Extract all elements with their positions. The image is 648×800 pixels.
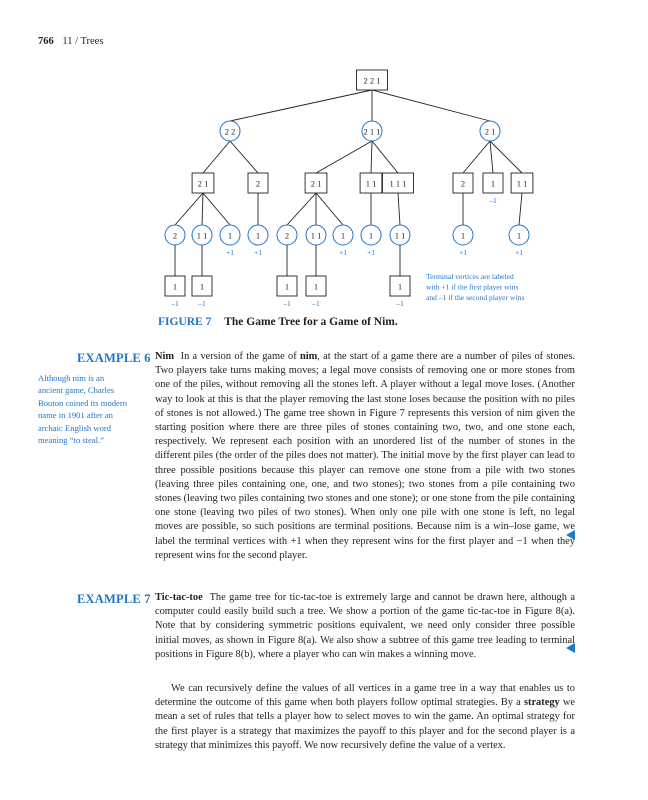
nim-game-tree	[0, 0, 648, 312]
page-number: 766	[38, 36, 54, 47]
vertex-value: +1	[339, 248, 347, 257]
vertex-label: 2 2	[224, 126, 236, 137]
tree-edge	[372, 141, 398, 173]
circle-vertex	[509, 225, 529, 245]
square-vertex	[383, 173, 414, 193]
square-vertex	[192, 276, 212, 296]
vertex-value: +1	[515, 248, 523, 257]
square-vertex	[277, 276, 297, 296]
vertex-label: 2 1	[310, 178, 322, 189]
vertex-value: –1	[489, 196, 497, 205]
square-vertex	[248, 173, 268, 193]
closing-text-a: We can recursively define the values of all vertices in a game tree in a way that enables us to determine the outcome of this game when both players follow optimal strategies. By a	[155, 683, 575, 709]
circle-vertex	[220, 121, 240, 141]
tree-edge	[463, 141, 490, 173]
vertex-label: 1	[490, 178, 496, 189]
vertex-label: 1	[397, 281, 403, 292]
tree-edge	[372, 90, 490, 121]
tree-edge	[203, 193, 230, 225]
vertex-label: 1 1	[365, 178, 377, 189]
vertex-label: 1	[255, 230, 261, 241]
section-title: 11 / Trees	[62, 36, 104, 47]
tree-edge	[316, 193, 343, 225]
vertex-label: 2	[284, 230, 290, 241]
margin-note: Although nim is an ancient game, Charles Bouton coined its modern name in 1901 after an archaic English word meaning “to steal.”	[38, 373, 128, 446]
example-6-title: Nim	[155, 351, 175, 362]
terminal-note-line: and –1 if the second player wins	[426, 293, 525, 302]
vertex-label: 1	[199, 281, 205, 292]
vertex-label: 1 1	[394, 230, 406, 241]
tree-edge	[371, 141, 372, 173]
vertex-value: +1	[226, 248, 234, 257]
tree-edge	[490, 141, 522, 173]
vertex-label: 2 1	[484, 126, 496, 137]
figure-caption	[158, 316, 398, 328]
circle-vertex	[277, 225, 297, 245]
figure-title: The Game Tree for a Game of Nim.	[224, 316, 398, 328]
vertex-value: +1	[459, 248, 467, 257]
vertex-label: 2 1 1	[363, 126, 381, 137]
vertex-label: 2	[460, 178, 466, 189]
square-vertex	[192, 173, 214, 193]
vertex-label: 1	[368, 230, 374, 241]
vertex-label: 1	[284, 281, 290, 292]
circle-vertex	[248, 225, 268, 245]
vertex-label: 1 1 1	[389, 178, 407, 189]
tree-edge	[490, 141, 493, 173]
vertex-label: 1 1	[516, 178, 528, 189]
vertex-value: +1	[367, 248, 375, 257]
vertex-label: 2 2 1	[363, 75, 381, 86]
vertex-value: –1	[396, 299, 404, 308]
example-7-body	[155, 591, 575, 662]
tree-edge	[230, 141, 258, 173]
circle-vertex	[453, 225, 473, 245]
circle-vertex	[220, 225, 240, 245]
closing-paragraph	[155, 682, 575, 753]
vertex-label: 2	[255, 178, 261, 189]
vertex-label: 1	[172, 281, 178, 292]
example-6-body	[155, 350, 575, 563]
terminal-note	[426, 272, 524, 302]
square-vertex	[453, 173, 473, 193]
square-vertex	[306, 276, 326, 296]
term-strategy: strategy	[523, 697, 560, 709]
vertex-label: 2	[172, 230, 178, 241]
tree-edge	[175, 193, 203, 225]
square-vertex	[483, 173, 503, 193]
tree-edge	[316, 141, 372, 173]
square-vertex	[357, 70, 388, 90]
vertex-label: 1	[516, 230, 522, 241]
example-6-label: EXAMPLE 6	[77, 351, 151, 365]
tree-edge	[203, 141, 230, 173]
tree-edge	[398, 193, 400, 225]
figure-label: FIGURE 7	[158, 316, 212, 328]
end-of-example-icon	[566, 643, 575, 653]
square-vertex	[305, 173, 327, 193]
circle-vertex	[192, 225, 212, 245]
example-7-label: EXAMPLE 7	[77, 592, 151, 606]
vertex-label: 1 1	[310, 230, 322, 241]
circle-vertex	[390, 225, 410, 245]
vertex-label: 1	[340, 230, 346, 241]
square-vertex	[165, 276, 185, 296]
terminal-note-line: with +1 if the first player wins	[426, 282, 519, 292]
circle-vertex	[306, 225, 326, 245]
vertex-label: 1	[227, 230, 233, 241]
tree-edge	[202, 193, 203, 225]
example-6-text-b: , at the start of a game there are a number of piles of stones. Two players take turns making moves; a legal move consists of removing one or more stones from one of the piles, without removing all the stones left. A player without a legal move loses. (Another way to look at this is that the player removing the last stone loses because the position with no piles of stones is not allowed.) The game tree shown in Figure 7 represents this version of nim given the starting position where there are three piles of stones containing two, two, and one stone each, respectively. We represent each position with an unordered list of the number of stones in the different piles (the order of the piles does not matter). The initial move by the first player can lead to three possible positions because this player can remove one stone from a pile with two stones (leaving three piles containing one, one, and two stones); two stones from a pile containing two stones (leaving two piles containing two stones and one stone); or one stone from the pile containing one stone (leaving two piles of two stones). When only one pile with one stone is left, no legal moves are possible, so such positions are terminal positions. Because nim is a win–lose game, we label the terminal vertices with +1 when they represent wins for the first player and −1 when they represent wins for the second player.	[155, 351, 576, 561]
circle-vertex	[333, 225, 353, 245]
tree-edge	[287, 193, 316, 225]
terminal-note-line: Terminal vertices are labeled	[426, 272, 514, 281]
vertex-value: +1	[254, 248, 262, 257]
vertex-label: 1	[313, 281, 319, 292]
vertex-label: 1	[460, 230, 466, 241]
square-vertex	[511, 173, 533, 193]
vertex-value: –1	[312, 299, 320, 308]
end-of-example-icon	[566, 530, 575, 540]
square-vertex	[390, 276, 410, 296]
tree-edge	[519, 193, 522, 225]
example-6-text-a: In a version of the game of	[180, 351, 300, 362]
tree-edge	[230, 90, 372, 121]
term-nim: nim	[299, 351, 318, 362]
circle-vertex	[165, 225, 185, 245]
circle-vertex	[480, 121, 500, 141]
square-vertex	[360, 173, 382, 193]
vertex-label: 2 1	[197, 178, 209, 189]
vertex-value: –1	[198, 299, 206, 308]
vertex-label: 1 1	[196, 230, 208, 241]
vertex-value: –1	[283, 299, 291, 308]
circle-vertex	[362, 121, 382, 141]
example-7-text: The game tree for tic-tac-toe is extremely large and cannot be drawn here, although a computer could easily build such a tree. We show a portion of the game tic-tac-toe in Figure 8(a). Note that by considering symmetric positions equivalent, we need only consider three possible initial moves, as shown in Figure 8(a). We also show a subtree of this game tree leading to terminal positions in Figure 8(b), where a player who can win makes a winning move.	[155, 592, 575, 660]
vertex-value: –1	[171, 299, 179, 308]
circle-vertex	[361, 225, 381, 245]
example-7-title: Tic-tac-toe	[155, 592, 203, 603]
closing-text-b: we mean a set of rules that tells a player how to select moves to win the game. An optimal strategy for the first player is a strategy that maximizes the payoff to this player and for the second player is a strategy that minimizes this payoff. We now recursively define the value of a vertex.	[155, 697, 575, 751]
